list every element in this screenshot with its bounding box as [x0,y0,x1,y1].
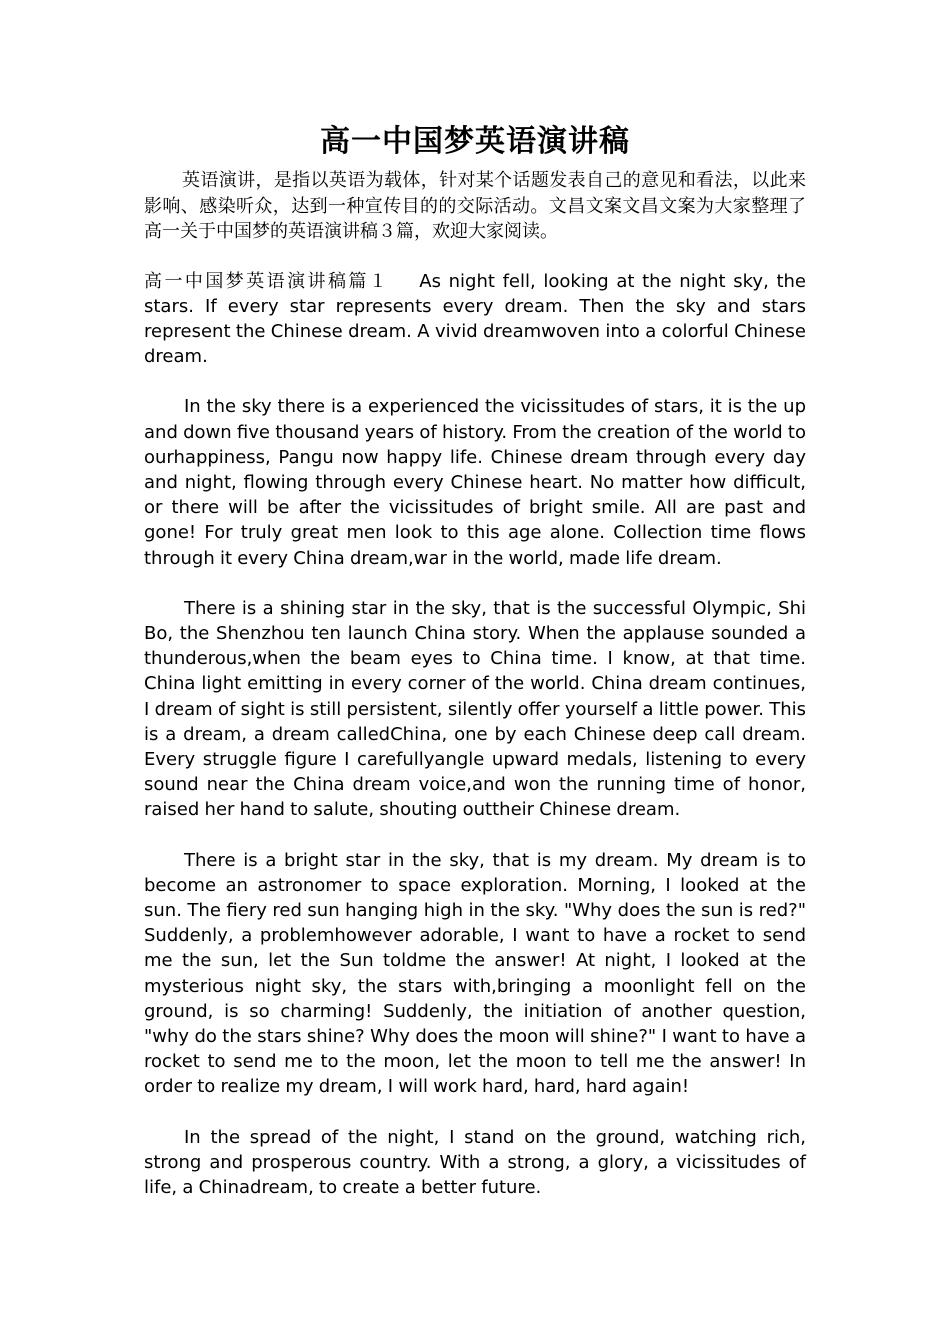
body-paragraph: In the spread of the night, I stand on the ground, watching rich, strong and prosperous country. With a strong, a glory, a vicissitudes of life, a Chinadream, to create a better future. [144,1126,806,1198]
section-label: 高一中国梦英语演讲稿篇１ [144,270,390,292]
paragraph-text: As night fell, looking at the night sky, the stars. If every star represents every dream. Then the sky and stars represent the Chinese dream. A vivid dreamwoven into a colorful Chinese dream. [144,270,806,368]
body-paragraph: There is a bright star in the sky, that is my dream. My dream is to become an astronomer to space exploration. Morning, I looked at the sun. The fiery red sun hanging high in the sky. "Why does the sun is red?" Suddenly, a problemhowever adorable, I want to have a rocket to send me the sun, let the Sun toldme the answer! At night, I looked at the mysterious night sky, the stars with,bringing a moonlight fell on the ground, is so charming! Suddenly, the initiation of another question, "why do the stars shine? Why does the moon will shine?" I want to have a rocket to send me to the moon, let the moon to tell me the answer! In order to realize my dream, I will work hard, hard, hard again! [144,849,806,1098]
body-paragraph [144,269,806,370]
document-title: 高一中国梦英语演讲稿 [320,124,630,159]
document-body [144,118,806,1225]
body-paragraph: There is a shining star in the sky, that is the successful Olympic, Shi Bo, the Shenzhou ten launch China story. When the applause sounded a thunderous,when the beam eyes to China time. I know, at that time. China light emitting in every corner of the world. China dream continues, I dream of sight is still persistent, silently offer yourself a little power. This is a dream, a dream calledChina, one by each Chinese deep call dream. Every struggle figure I carefullyangle upward medals, listening to every sound near the China dream voice,and won the running time of honor, raised her hand to salute, shouting outtheir Chinese dream. [144,597,806,821]
body-paragraph: In the sky there is a experienced the vicissitudes of stars, it is the up and down five thousand years of history. From the creation of the world to ourhappiness, Pangu now happy life. Chinese dream through every day and night, flowing through every Chinese heart. No matter how difficult, or there will be after the vicissitudes of bright smile. All are past and gone! For truly great men look to this age alone. Collection time flows through it every China dream,war in the world, made life dream. [144,396,806,569]
intro-paragraph: 英语演讲，是指以英语为载体，针对某个话题发表自己的意见和看法，以此来影响、感染听众，达到一种宣传目的的交际活动。文昌文案文昌文案为大家整理了高一关于中国梦的英语演讲稿３篇，欢迎大家阅读。 [144,170,806,242]
